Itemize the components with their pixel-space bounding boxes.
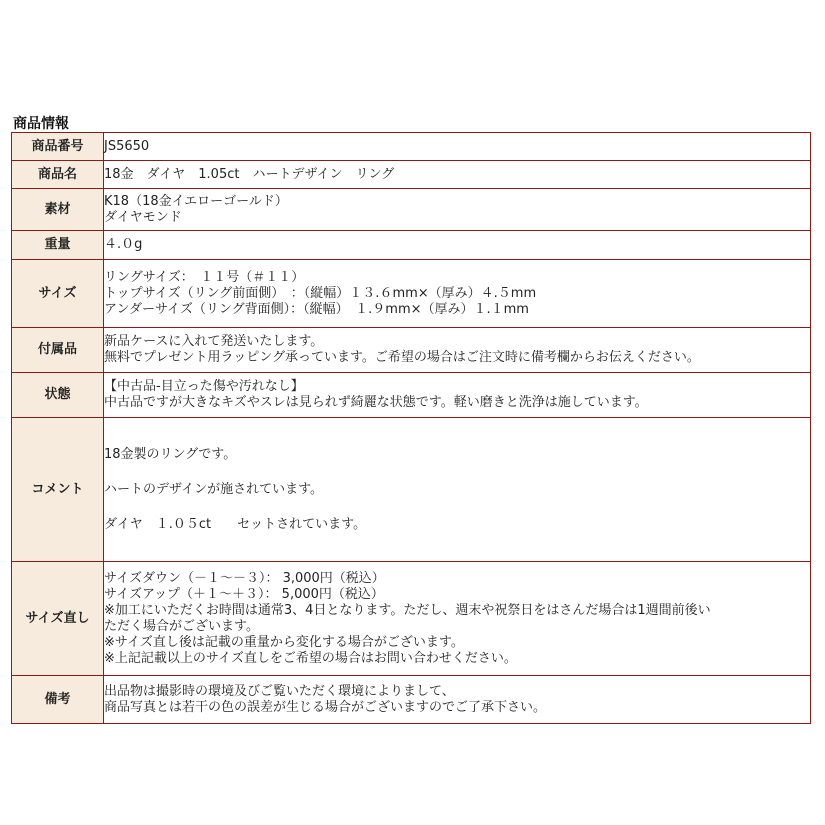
resize-line: ※上記記載以上のサイズ直しをご希望の場合はお問い合わせください。 — [104, 650, 517, 666]
row-notes — [12, 676, 811, 724]
row-condition — [12, 373, 811, 418]
value-size — [104, 260, 811, 328]
value-weight — [104, 231, 811, 260]
comment-line: ハートのデザインが施されています。 — [104, 481, 324, 497]
label-weight: 重量 — [12, 231, 104, 260]
label-size: サイズ — [12, 260, 104, 328]
row-accessories — [12, 328, 811, 373]
product-name-text: 18金 ダイヤ 1.05ct ハートデザイン リング — [104, 166, 395, 182]
row-comment — [12, 418, 811, 562]
value-notes — [104, 676, 811, 724]
comment-line: ダイヤ １.０５ct セットされています。 — [104, 516, 367, 532]
label-accessories: 付属品 — [12, 328, 104, 373]
accessories-line: 無料でプレゼント用ラッピング承っています。ご希望の場合はご注文時に備考欄からお伝えください。 — [104, 350, 700, 365]
notes-line: 出品物は撮影時の環境及びご覧いただく環境によりまして、 — [104, 683, 455, 699]
material-line: K18（18金イエローゴールド） — [104, 193, 288, 209]
label-product-number: 商品番号 — [12, 133, 104, 161]
row-material — [12, 189, 811, 231]
value-product-number — [104, 133, 811, 161]
notes-line: 商品写真とは若干の色の誤差が生じる場合がございますのでご了承下さい。 — [104, 699, 547, 715]
value-comment — [104, 418, 811, 562]
label-condition: 状態 — [12, 373, 104, 418]
label-product-name: 商品名 — [12, 161, 104, 189]
value-product-name — [104, 161, 811, 189]
row-product-name — [12, 161, 811, 189]
size-line: リングサイズ： １１号（＃１１） — [104, 269, 305, 285]
comment-box — [104, 441, 810, 539]
resize-line: ※サイズ直し後は記載の重量から変化する場合がございます。 — [104, 634, 464, 650]
row-product-number — [12, 133, 811, 161]
value-accessories — [104, 328, 811, 373]
label-comment: コメント — [12, 418, 104, 562]
value-material — [104, 189, 811, 231]
label-notes: 備考 — [12, 676, 104, 724]
size-line: トップサイズ（リング前面側） ：（縦幅）１３.６mm×（厚み）４.５mm — [104, 285, 537, 301]
size-line: アンダーサイズ（リング背面側）：（縦幅） １.９mm×（厚み）１.１mm — [104, 301, 529, 317]
section-title: 商品情報 — [13, 116, 69, 132]
value-resize — [104, 562, 811, 676]
accessories-line: 新品ケースに入れて発送いたします。 — [104, 334, 324, 349]
product-info-table — [11, 132, 811, 724]
label-resize: サイズ直し — [12, 562, 104, 676]
resize-line: ただく場合がございます。 — [104, 618, 259, 634]
product-number-text: JS5650 — [104, 138, 150, 154]
resize-line: サイズダウン（－１～－３）： 3,000円（税込） — [104, 570, 385, 586]
condition-line: 中古品ですが大きなキズやスレは見られず綺麗な状態です。軽い磨きと洗浄は施しています。 — [104, 395, 648, 410]
row-weight — [12, 231, 811, 260]
row-size — [12, 260, 811, 328]
comment-line: 18金製のリングです。 — [104, 446, 237, 462]
row-resize — [12, 562, 811, 676]
resize-line: ※加工にいただくお時間は通常3、4日となります。ただし、週末や祝祭日をはさんだ場合は1週間前後い — [104, 602, 711, 618]
material-line: ダイヤモンド — [104, 209, 182, 225]
label-material: 素材 — [12, 189, 104, 231]
resize-line: サイズアップ（＋１～＋３）： 5,000円（税込） — [104, 586, 384, 602]
value-condition — [104, 373, 811, 418]
weight-text: ４.０g — [104, 237, 143, 252]
condition-line: 【中古品-目立った傷や汚れなし】 — [104, 379, 304, 394]
